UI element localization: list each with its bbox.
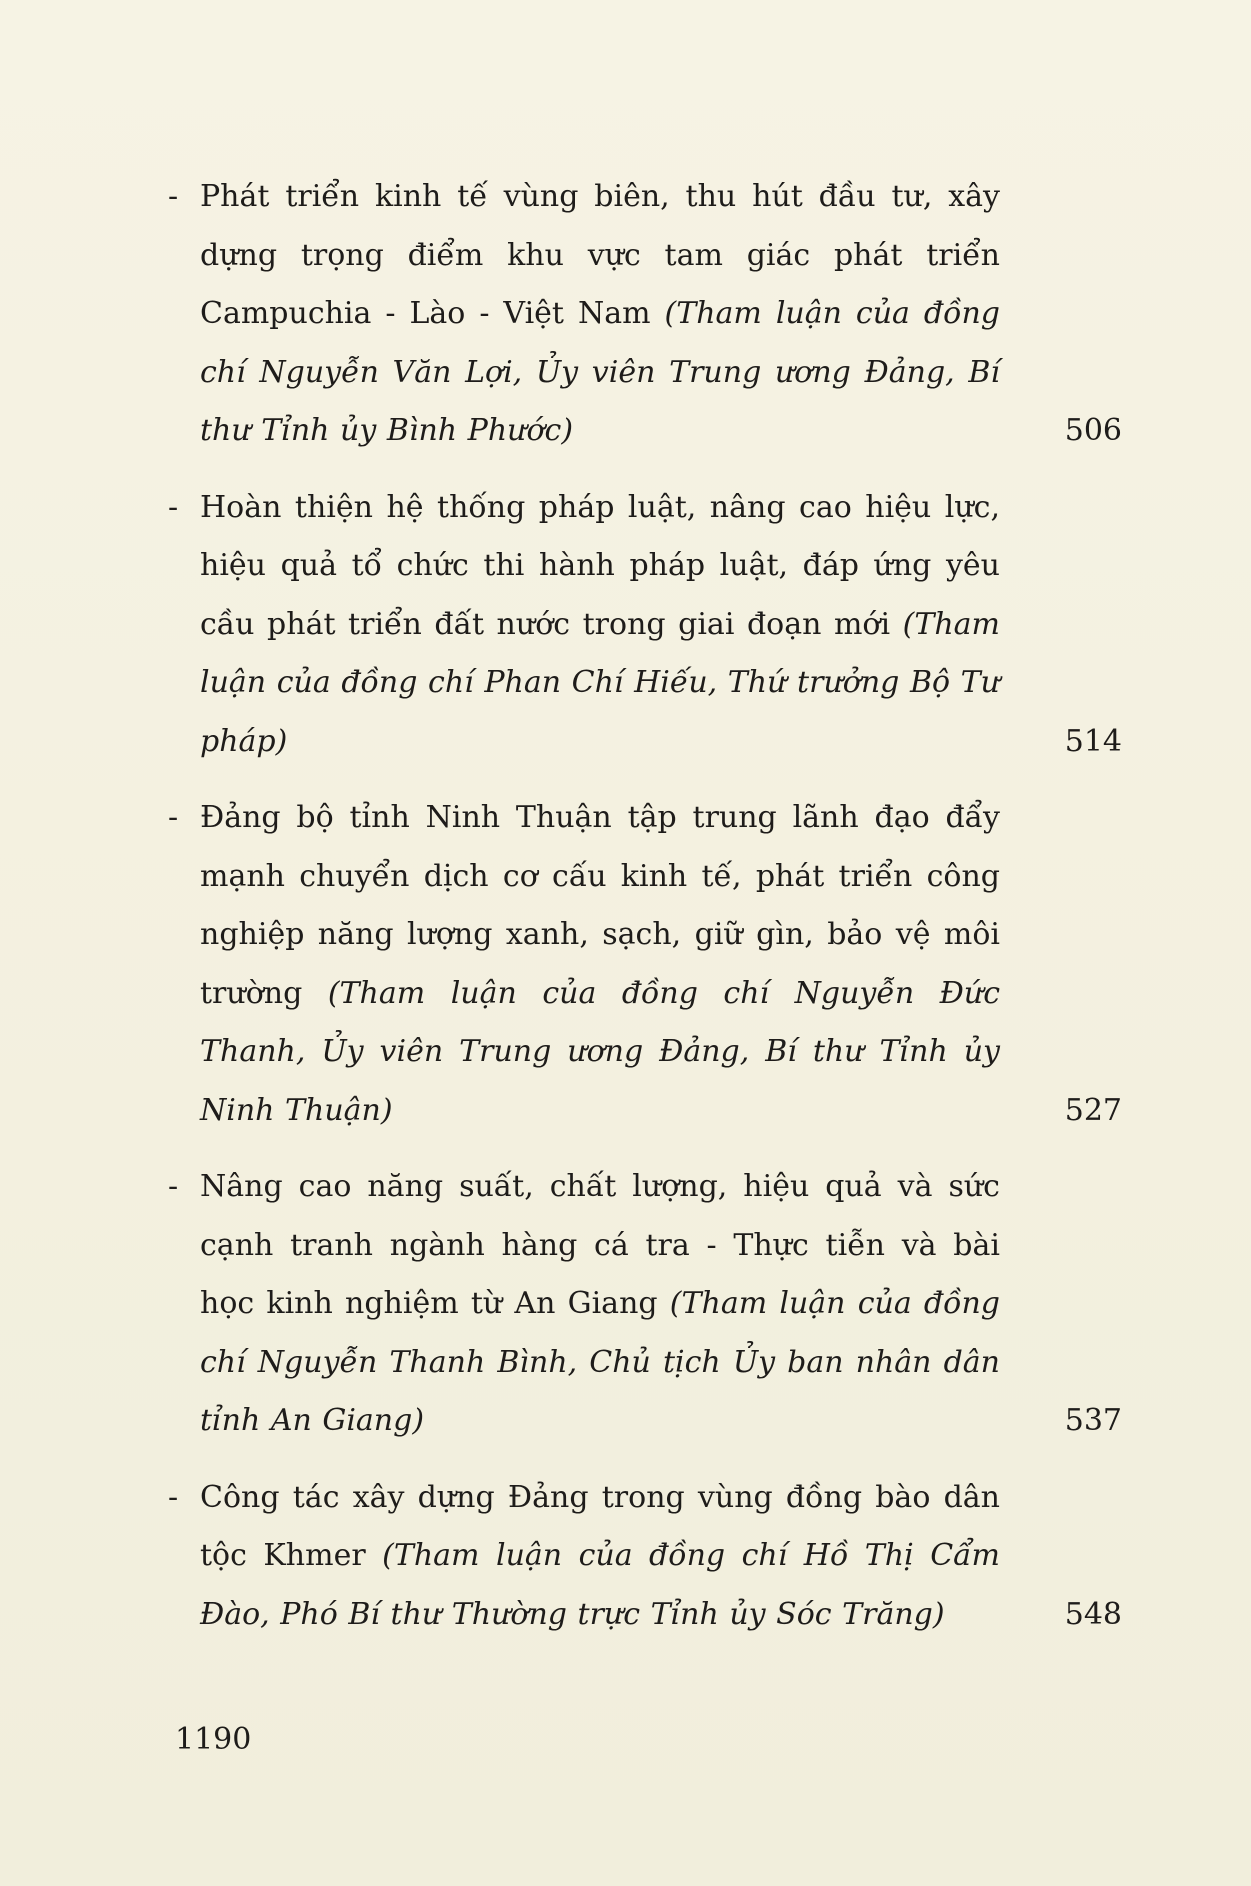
- entry-text: [200, 789, 1000, 1140]
- entry-page-number: 514: [1064, 723, 1122, 759]
- entry-dash: -: [168, 1479, 179, 1515]
- entry-source: (Tham luận của đồng chí Phan Chí Hiếu, Thứ trưởng Bộ Tư pháp): [200, 606, 1000, 759]
- entry-dash: -: [168, 800, 179, 835]
- entry-text: [200, 168, 1000, 461]
- entry-page-number: 537: [1064, 1403, 1122, 1438]
- entry-title: Công tác xây dựng Đảng trong vùng đồng bào dân tộc Khmer: [200, 1479, 1000, 1573]
- entry-title: Hoàn thiện hệ thống pháp luật, nâng cao hiệu lực, hiệu quả tổ chức thi hành pháp luật, đáp ứng yêu cầu phát triển đất nước trong giai đoạn mới: [200, 489, 1000, 642]
- entry-text: [200, 1469, 1000, 1645]
- entry-dash: -: [168, 1169, 179, 1204]
- entry-source: (Tham luận của đồng chí Nguyễn Đức Thanh, Ủy viên Trung ương Đảng, Bí thư Tỉnh ủy Ninh Thuận): [200, 975, 1000, 1128]
- entry-title: Phát triển kinh tế vùng biên, thu hút đầu tư, xây dựng trọng điểm khu vực tam giác phát triển Campuchia - Lào - Việt Nam: [200, 179, 1000, 331]
- toc-entry: [160, 789, 1130, 1140]
- entry-source: (Tham luận của đồng chí Nguyễn Văn Lợi, Ủy viên Trung ương Đảng, Bí thư Tỉnh ủy Bình Phước): [200, 296, 1000, 448]
- entry-dash: -: [168, 179, 179, 214]
- entry-dash: -: [168, 489, 179, 525]
- entry-page-number: 506: [1064, 413, 1122, 448]
- toc-entry: [160, 1158, 1130, 1451]
- toc-entry: [160, 479, 1130, 772]
- page-folio-number: 1190: [175, 1722, 252, 1757]
- entry-source: (Tham luận của đồng chí Hồ Thị Cẩm Đào, Phó Bí thư Thường trực Tỉnh ủy Sóc Trăng): [200, 1538, 1000, 1632]
- entry-title: Đảng bộ tỉnh Ninh Thuận tập trung lãnh đạo đẩy mạnh chuyển dịch cơ cấu kinh tế, phát triển công nghiệp năng lượng xanh, sạch, giữ gìn, bảo vệ môi trường: [200, 800, 1000, 1011]
- toc-entry: [160, 1469, 1130, 1645]
- entry-source: (Tham luận của đồng chí Nguyễn Thanh Bình, Chủ tịch Ủy ban nhân dân tỉnh An Giang): [200, 1286, 1000, 1438]
- toc-entry: [160, 168, 1130, 461]
- table-of-contents: [160, 168, 1130, 1662]
- entry-text: [200, 479, 1000, 772]
- entry-text: [200, 1158, 1000, 1451]
- entry-page-number: 527: [1064, 1092, 1122, 1128]
- entry-page-number: 548: [1064, 1596, 1122, 1632]
- entry-title: Nâng cao năng suất, chất lượng, hiệu quả và sức cạnh tranh ngành hàng cá tra - Thực tiễn và bài học kinh nghiệm từ An Giang: [200, 1169, 1000, 1321]
